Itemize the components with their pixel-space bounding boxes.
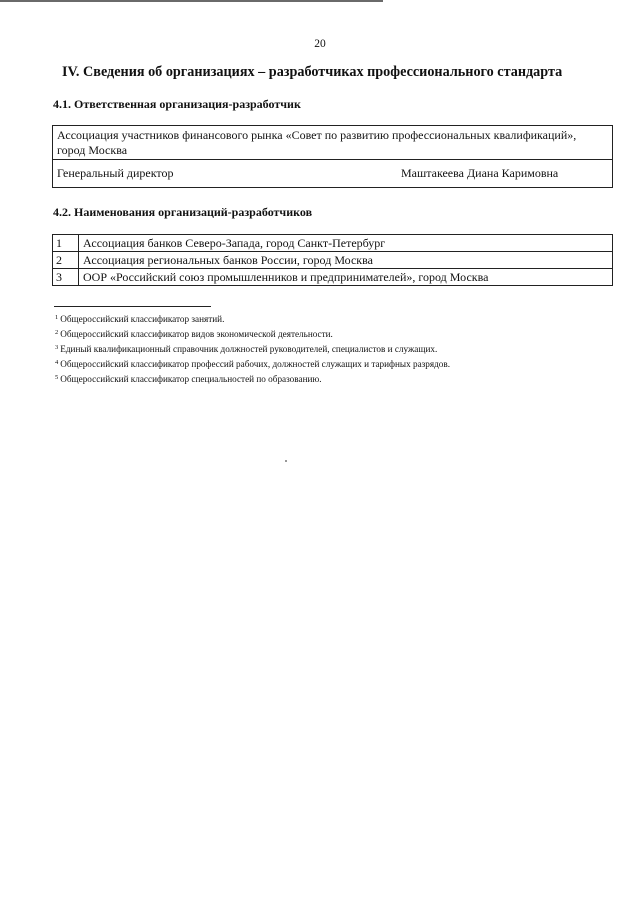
table-row — [53, 252, 613, 269]
footnote-mark: 3 — [55, 344, 59, 351]
row-number: 2 — [53, 252, 79, 269]
top-scan-rule — [0, 0, 383, 2]
footnote-text: Общероссийский классификатор занятий. — [60, 314, 225, 324]
footnote-mark: 5 — [55, 374, 59, 381]
responsible-org-name: Ассоциация участников финансового рынка «Совет по развитию профессиональных квалификаций», город Москва — [57, 128, 577, 157]
row-org-name: Ассоциация банков Северо-Запада, город Санкт-Петербург — [79, 235, 613, 252]
footnote-text: Общероссийский классификатор профессий рабочих, должностей служащих и тарифных разрядов. — [60, 359, 451, 369]
table-row — [53, 269, 613, 286]
footnote-text: Общероссийский классификатор видов экономической деятельности. — [60, 329, 333, 339]
footnote-mark: 4 — [55, 359, 59, 366]
page-number: 20 — [314, 38, 326, 50]
developers-heading: 4.2. Наименования организаций-разработчиков — [53, 205, 313, 219]
developers-table — [52, 234, 613, 286]
footnote — [55, 341, 615, 356]
footnote — [55, 311, 615, 326]
footnote-text: Единый квалификационный справочник должностей руководителей, специалистов и служащих. — [60, 344, 438, 354]
row-number: 3 — [53, 269, 79, 286]
row-number: 1 — [53, 235, 79, 252]
footnote-mark: 1 — [55, 314, 59, 321]
row-org-name: Ассоциация региональных банков России, город Москва — [79, 252, 613, 269]
table-row — [53, 235, 613, 252]
scan-speck — [285, 460, 287, 462]
footnotes-list — [55, 311, 615, 386]
row-org-name: ООР «Российский союз промышленников и предпринимателей», город Москва — [79, 269, 613, 286]
footnote — [55, 371, 615, 386]
responsible-org-heading: 4.1. Ответственная организация-разработчик — [53, 97, 301, 111]
section-title: IV. Сведения об организациях – разработчиках профессионального стандарта — [62, 64, 563, 80]
footnote-separator — [54, 306, 211, 307]
org-box-divider — [53, 159, 612, 160]
director-name: Маштакеева Диана Каримовна — [401, 166, 559, 180]
footnote-mark: 2 — [55, 329, 59, 336]
footnote-text: Общероссийский классификатор специальностей по образованию. — [60, 374, 322, 384]
footnote — [55, 326, 615, 341]
director-role: Генеральный директор — [57, 166, 174, 180]
footnote — [55, 356, 615, 371]
responsible-org-box — [52, 125, 613, 188]
